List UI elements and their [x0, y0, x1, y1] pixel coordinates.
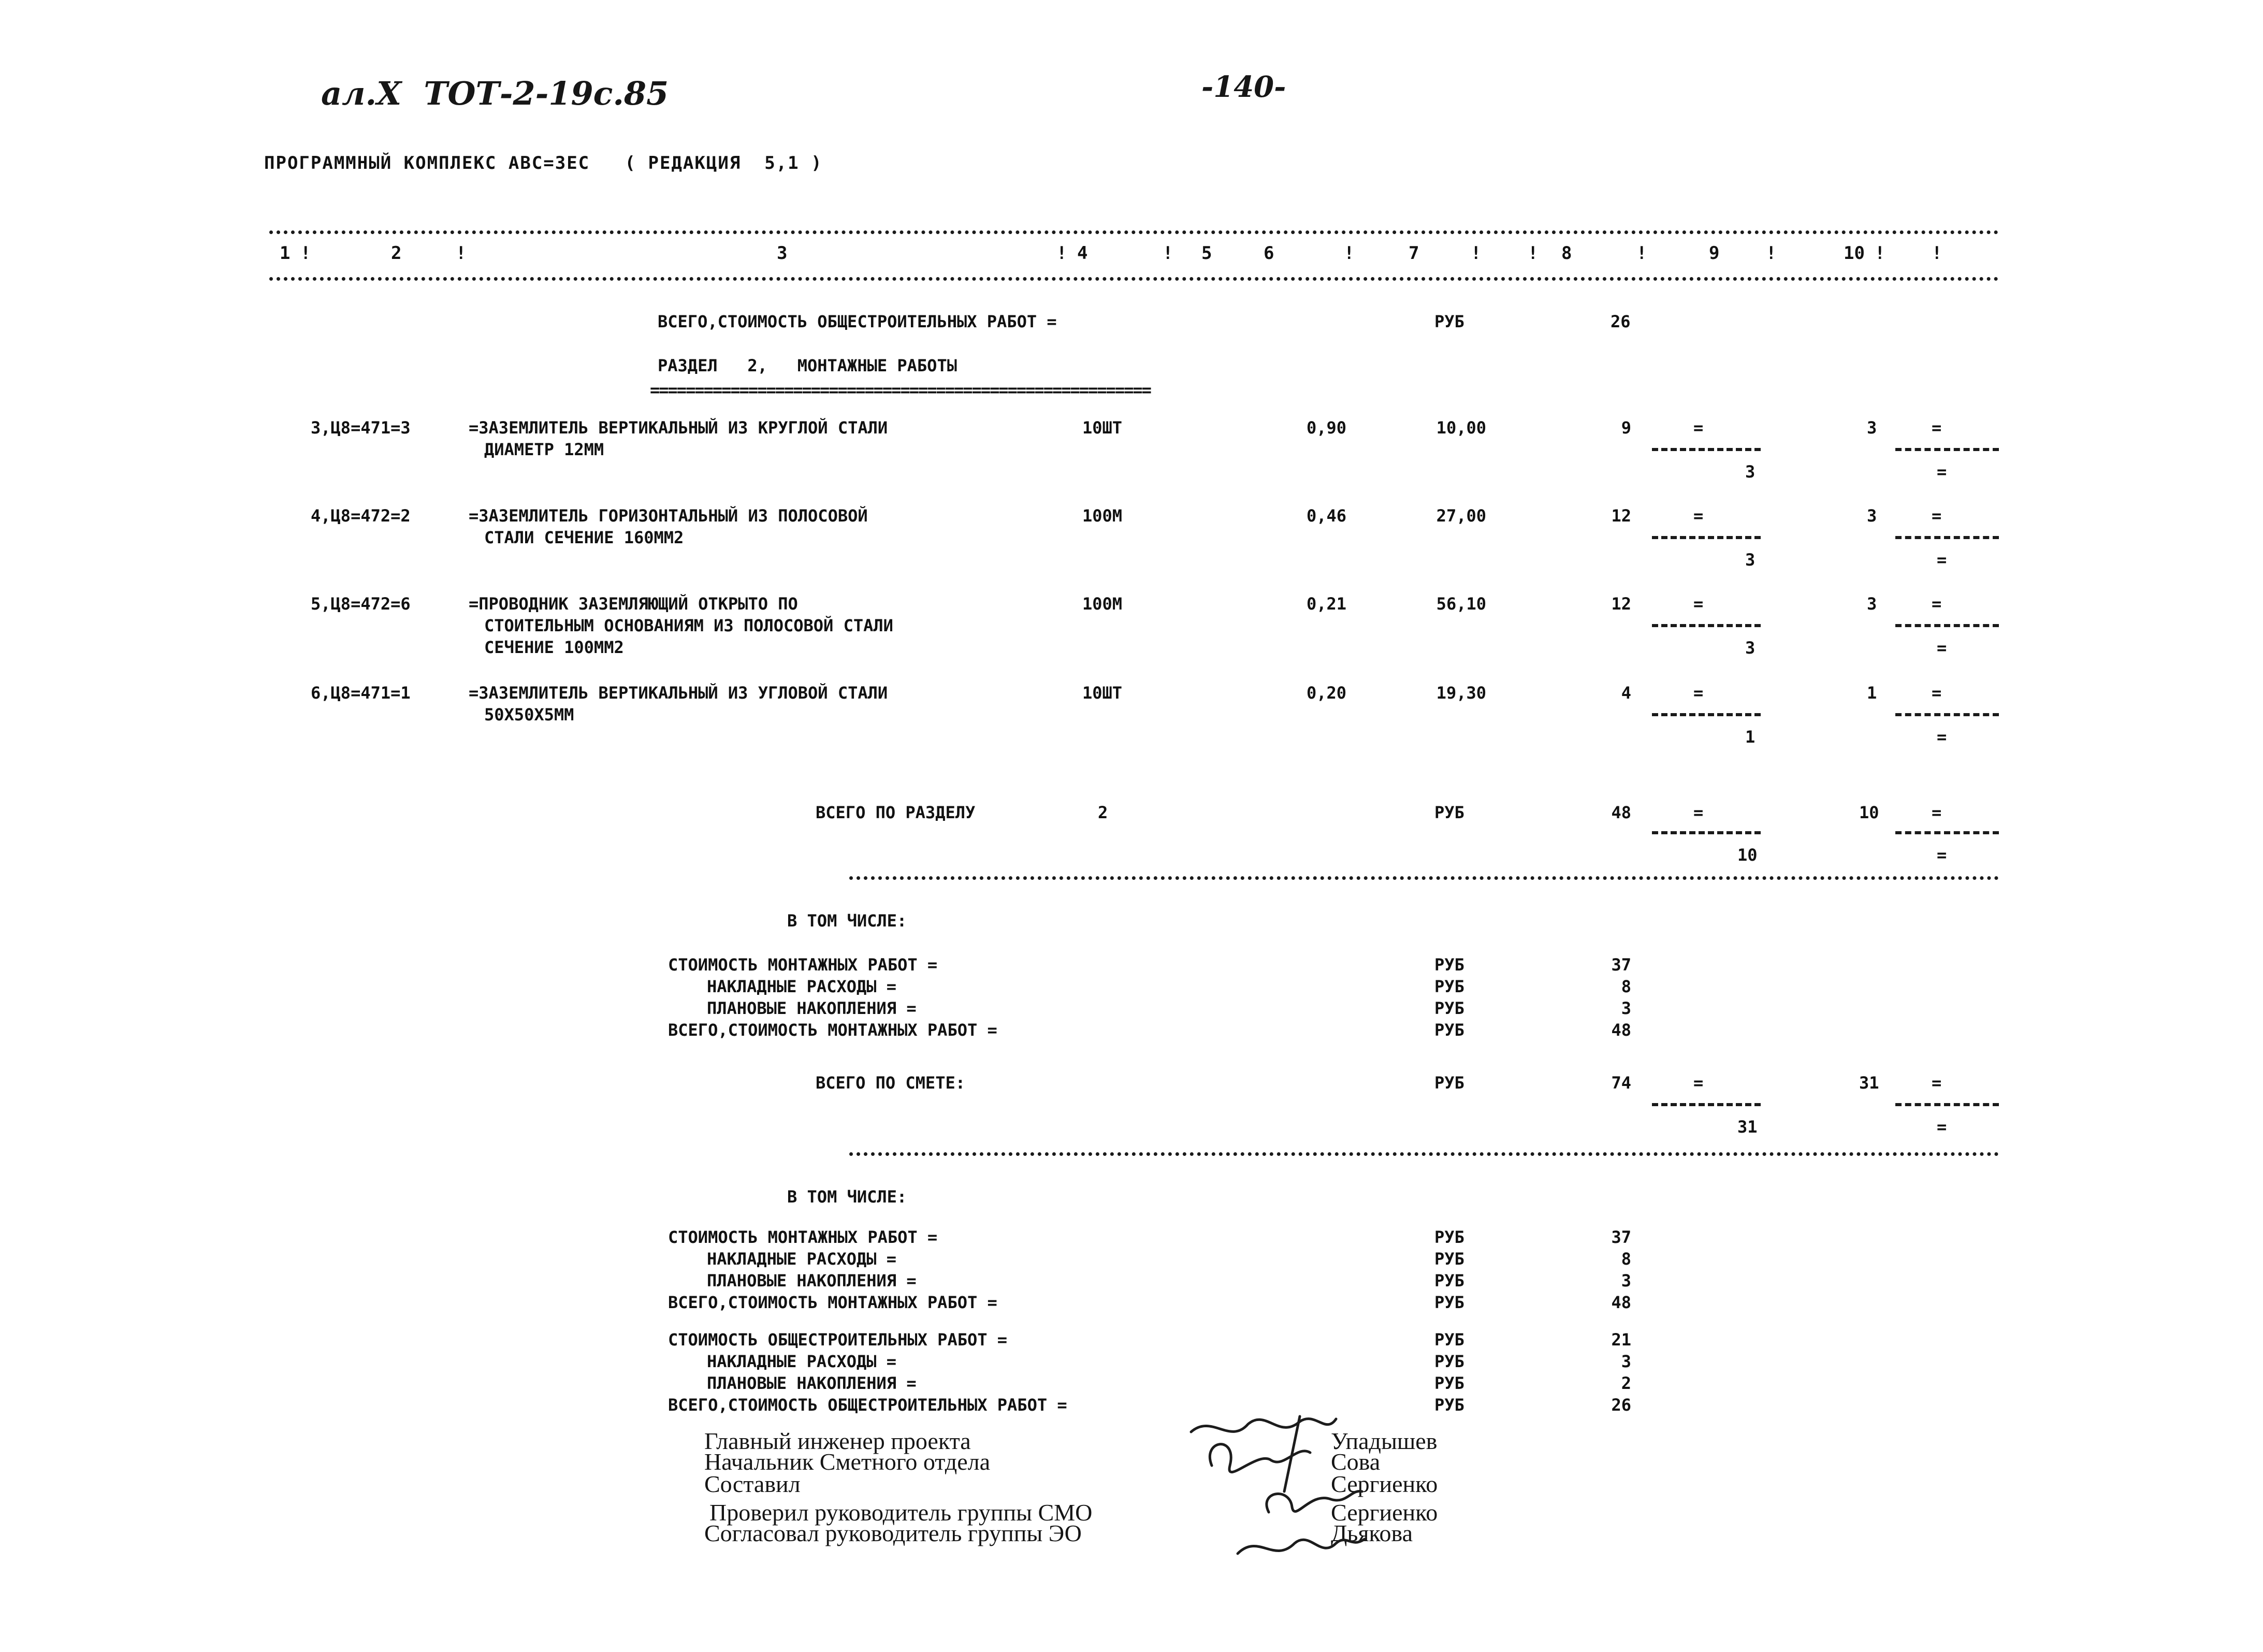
item-description-line: =ЗАЗЕМЛИТЕЛЬ ГОРИЗОНТАЛЬНЫЙ ИЗ ПОЛОСОВОЙ: [469, 506, 868, 526]
signature-role: Главный инженер проекта: [704, 1428, 971, 1454]
incl2-line-label: ВСЕГО,СТОИМОСТЬ ОБЩЕСТРОИТЕЛЬНЫХ РАБОТ =: [668, 1395, 1067, 1415]
item-c9: 3: [1867, 506, 1877, 526]
item-c8-rule: [1652, 713, 1761, 716]
header-top-rule: [269, 230, 1999, 234]
signature-name: Дьякова: [1331, 1520, 1413, 1546]
column-separator: !: [456, 243, 467, 264]
item-c7: 12: [1611, 594, 1631, 614]
item-c9: 1: [1867, 683, 1877, 703]
section-total-c8-bottom: 10: [1737, 845, 1758, 865]
signature-role: Проверил руководитель группы СМО: [709, 1499, 1093, 1526]
column-separator: !: [1344, 243, 1355, 264]
item-quantity: 0,21: [1306, 594, 1346, 614]
incl1-line-label: ВСЕГО,СТОИМОСТЬ МОНТАЖНЫХ РАБОТ =: [668, 1020, 997, 1040]
item-c10-rule: [1895, 536, 1999, 539]
item-unit: 10ШТ: [1082, 683, 1123, 703]
signature-stroke-1: [1191, 1419, 1336, 1432]
section-total-number: 2: [1098, 803, 1108, 822]
item-c10-top: =: [1932, 594, 1942, 614]
incl2-line-label: СТОИМОСТЬ ОБЩЕСТРОИТЕЛЬНЫХ РАБОТ =: [668, 1330, 1008, 1350]
incl2-line-label: СТОИМОСТЬ МОНТАЖНЫХ РАБОТ =: [668, 1227, 938, 1247]
column-number-2: 2: [391, 243, 402, 264]
column-number-9: 9: [1709, 243, 1720, 264]
item-c10-bottom: =: [1937, 727, 1947, 747]
item-description-line: СТАЛИ СЕЧЕНИЕ 160ММ2: [484, 528, 684, 547]
item-c8-bottom: 3: [1745, 550, 1756, 570]
estimate-total-c9: 31: [1859, 1073, 1879, 1093]
section-total-label: ВСЕГО ПО РАЗДЕЛУ: [816, 803, 976, 822]
incl2-line-value: 8: [1621, 1249, 1631, 1269]
estimate-total-rule: [849, 1152, 1999, 1156]
item-c8-bottom: 3: [1745, 462, 1756, 482]
column-number-7: 7: [1409, 243, 1419, 264]
item-c8-top: =: [1693, 506, 1704, 526]
handwritten-signatures: [1181, 1403, 1398, 1574]
incl1-line-label: НАКЛАДНЫЕ РАСХОДЫ =: [707, 977, 897, 996]
incl2-line-value: 2: [1621, 1373, 1631, 1393]
column-separator: !: [1636, 243, 1647, 264]
item-c8-rule: [1652, 448, 1761, 451]
column-separator: !: [1471, 243, 1482, 264]
incl1-line-unit: РУБ: [1434, 998, 1464, 1018]
incl1-line-value: 48: [1611, 1020, 1631, 1040]
incl1-line-label: ПЛАНОВЫЕ НАКОПЛЕНИЯ =: [707, 998, 917, 1018]
item-quantity: 0,20: [1306, 683, 1346, 703]
item-quantity: 0,90: [1306, 418, 1346, 438]
estimate-total-c8-bottom: 31: [1737, 1117, 1758, 1137]
item-unit-price: 56,10: [1436, 594, 1486, 614]
column-separator: !: [1766, 243, 1777, 264]
signature-name: Сова: [1331, 1448, 1381, 1475]
carry-total-value: 26: [1611, 312, 1631, 331]
column-separator: !: [1163, 243, 1173, 264]
estimate-total-c7: 74: [1611, 1073, 1631, 1093]
section-total-c7: 48: [1611, 803, 1631, 822]
estimate-total-c8-top: =: [1693, 1073, 1704, 1093]
incl2-line-value: 3: [1621, 1352, 1631, 1371]
incl2-line-value: 37: [1611, 1227, 1631, 1247]
item-unit: 100М: [1082, 594, 1123, 614]
item-description-line: =ПРОВОДНИК ЗАЗЕМЛЯЮЩИЙ ОТКРЫТО ПО: [469, 594, 798, 614]
column-number-3: 3: [777, 243, 788, 264]
incl1-line-unit: РУБ: [1434, 1020, 1464, 1040]
page-number: -140-: [1201, 70, 1286, 104]
item-unit: 10ШТ: [1082, 418, 1123, 438]
item-c8-top: =: [1693, 418, 1704, 438]
signature-role: Начальник Сметного отдела: [704, 1448, 990, 1475]
item-c8-bottom: 1: [1745, 727, 1756, 747]
item-c8-top: =: [1693, 594, 1704, 614]
section-total-c10-bottom: =: [1937, 845, 1947, 865]
estimate-total-label: ВСЕГО ПО СМЕТЕ:: [816, 1073, 965, 1093]
item-c10-rule: [1895, 713, 1999, 716]
incl2-line-label: ПЛАНОВЫЕ НАКОПЛЕНИЯ =: [707, 1373, 917, 1393]
signature-name: Сергиенко: [1331, 1499, 1438, 1526]
incl2-line-unit: РУБ: [1434, 1373, 1464, 1393]
estimate-total-c10-top: =: [1932, 1073, 1942, 1093]
incl2-line-unit: РУБ: [1434, 1271, 1464, 1291]
item-c10-bottom: =: [1937, 462, 1947, 482]
estimate-total-c10-bottom: =: [1937, 1117, 1947, 1137]
item-description-line: =ЗАЗЕМЛИТЕЛЬ ВЕРТИКАЛЬНЫЙ ИЗ УГЛОВОЙ СТАЛИ: [469, 683, 888, 703]
item-c8-rule: [1652, 536, 1761, 539]
item-code: 3,Ц8=471=3: [311, 418, 411, 438]
incl1-line-label: СТОИМОСТЬ МОНТАЖНЫХ РАБОТ =: [668, 955, 938, 975]
carry-total-unit: РУБ: [1434, 312, 1464, 331]
estimate-total-unit: РУБ: [1434, 1073, 1464, 1093]
incl2-line-unit: РУБ: [1434, 1249, 1464, 1269]
item-c10-top: =: [1932, 418, 1942, 438]
signature-stroke-2: [1210, 1444, 1310, 1472]
incl1-line-value: 3: [1621, 998, 1631, 1018]
carry-total-label: ВСЕГО,СТОИМОСТЬ ОБЩЕСТРОИТЕЛЬНЫХ РАБОТ =: [658, 312, 1057, 331]
incl2-title: В ТОМ ЧИСЛЕ:: [787, 1187, 907, 1207]
incl2-line-unit: РУБ: [1434, 1395, 1464, 1415]
signature-name: Упадышев: [1331, 1428, 1438, 1454]
column-number-8: 8: [1561, 243, 1572, 264]
item-code: 6,Ц8=471=1: [311, 683, 411, 703]
item-c10-rule: [1895, 624, 1999, 627]
section-total-unit: РУБ: [1434, 803, 1464, 822]
incl1-title: В ТОМ ЧИСЛЕ:: [787, 911, 907, 931]
item-quantity: 0,46: [1306, 506, 1346, 526]
incl2-line-label: ПЛАНОВЫЕ НАКОПЛЕНИЯ =: [707, 1271, 917, 1291]
item-c9: 3: [1867, 594, 1877, 614]
column-separator: !: [1875, 243, 1885, 264]
column-number-1: 1: [280, 243, 291, 264]
signature-name: Сергиенко: [1331, 1471, 1438, 1497]
item-description-line: СТОИТЕЛЬНЫМ ОСНОВАНИЯМ ИЗ ПОЛОСОВОЙ СТАЛИ: [484, 616, 893, 635]
item-code: 5,Ц8=472=6: [311, 594, 411, 614]
item-unit-price: 19,30: [1436, 683, 1486, 703]
section-total-c8-top: =: [1693, 803, 1704, 822]
column-separator: !: [1528, 243, 1539, 264]
item-c10-bottom: =: [1937, 550, 1947, 570]
section-total-c10-top: =: [1932, 803, 1942, 822]
incl1-line-unit: РУБ: [1434, 955, 1464, 975]
item-c10-bottom: =: [1937, 638, 1947, 658]
section-title-underline: ========================================================: [650, 380, 1151, 400]
item-c8-bottom: 3: [1745, 638, 1756, 658]
item-c8-top: =: [1693, 683, 1704, 703]
incl2-line-value: 48: [1611, 1293, 1631, 1312]
incl1-line-unit: РУБ: [1434, 977, 1464, 996]
signature-stroke-4: [1238, 1539, 1365, 1554]
incl2-line-value: 26: [1611, 1395, 1631, 1415]
incl2-line-unit: РУБ: [1434, 1293, 1464, 1312]
section-total-rule: [849, 876, 1999, 880]
incl2-line-unit: РУБ: [1434, 1330, 1464, 1350]
item-c10-rule: [1895, 448, 1999, 451]
incl2-line-unit: РУБ: [1434, 1352, 1464, 1371]
column-number-4: 4: [1077, 243, 1088, 264]
incl2-line-unit: РУБ: [1434, 1227, 1464, 1247]
item-description-line: 50X50X5ММ: [484, 705, 574, 724]
section-total-c9: 10: [1859, 803, 1879, 822]
item-unit-price: 27,00: [1436, 506, 1486, 526]
item-c7: 12: [1611, 506, 1631, 526]
section-title: РАЗДЕЛ 2, МОНТАЖНЫЕ РАБОТЫ: [658, 356, 957, 375]
signature-role: Согласовал руководитель группы ЭО: [704, 1520, 1082, 1546]
incl1-line-value: 8: [1621, 977, 1631, 996]
item-code: 4,Ц8=472=2: [311, 506, 411, 526]
item-c10-top: =: [1932, 506, 1942, 526]
item-c7: 9: [1621, 418, 1631, 438]
program-line: ПРОГРАММНЫЙ КОМПЛЕКС АВС=3ЕС ( РЕДАКЦИЯ 5,1 ): [264, 153, 823, 173]
column-number-5: 5: [1201, 243, 1212, 264]
section-total-c8-rule: [1652, 831, 1761, 834]
item-c8-rule: [1652, 624, 1761, 627]
header-bottom-rule: [269, 277, 1999, 281]
signature-role: Составил: [704, 1471, 801, 1497]
item-c7: 4: [1621, 683, 1631, 703]
section-total-c10-rule: [1895, 831, 1999, 834]
item-c10-top: =: [1932, 683, 1942, 703]
incl2-line-value: 3: [1621, 1271, 1631, 1291]
column-separator: !: [1056, 243, 1067, 264]
item-c9: 3: [1867, 418, 1877, 438]
column-separator: !: [1932, 243, 1942, 264]
handwritten-reference: ал.X ТОТ-2-19с.85: [321, 75, 669, 112]
column-number-10: 10: [1844, 243, 1865, 264]
incl2-line-label: ВСЕГО,СТОИМОСТЬ МОНТАЖНЫХ РАБОТ =: [668, 1293, 997, 1312]
incl2-line-value: 21: [1611, 1330, 1631, 1350]
signature-stroke-3: [1267, 1491, 1362, 1512]
incl2-line-label: НАКЛАДНЫЕ РАСХОДЫ =: [707, 1249, 897, 1269]
incl1-line-value: 37: [1611, 955, 1631, 975]
item-description-line: ДИАМЕТР 12ММ: [484, 440, 604, 459]
item-unit-price: 10,00: [1436, 418, 1486, 438]
incl2-line-label: НАКЛАДНЫЕ РАСХОДЫ =: [707, 1352, 897, 1371]
item-description-line: =ЗАЗЕМЛИТЕЛЬ ВЕРТИКАЛЬНЫЙ ИЗ КРУГЛОЙ СТАЛИ: [469, 418, 888, 438]
column-number-6: 6: [1264, 243, 1274, 264]
estimate-total-c8-rule: [1652, 1103, 1761, 1106]
estimate-total-c10-rule: [1895, 1103, 1999, 1106]
column-separator: !: [300, 243, 311, 264]
item-description-line: СЕЧЕНИЕ 100ММ2: [484, 637, 624, 657]
item-unit: 100М: [1082, 506, 1123, 526]
